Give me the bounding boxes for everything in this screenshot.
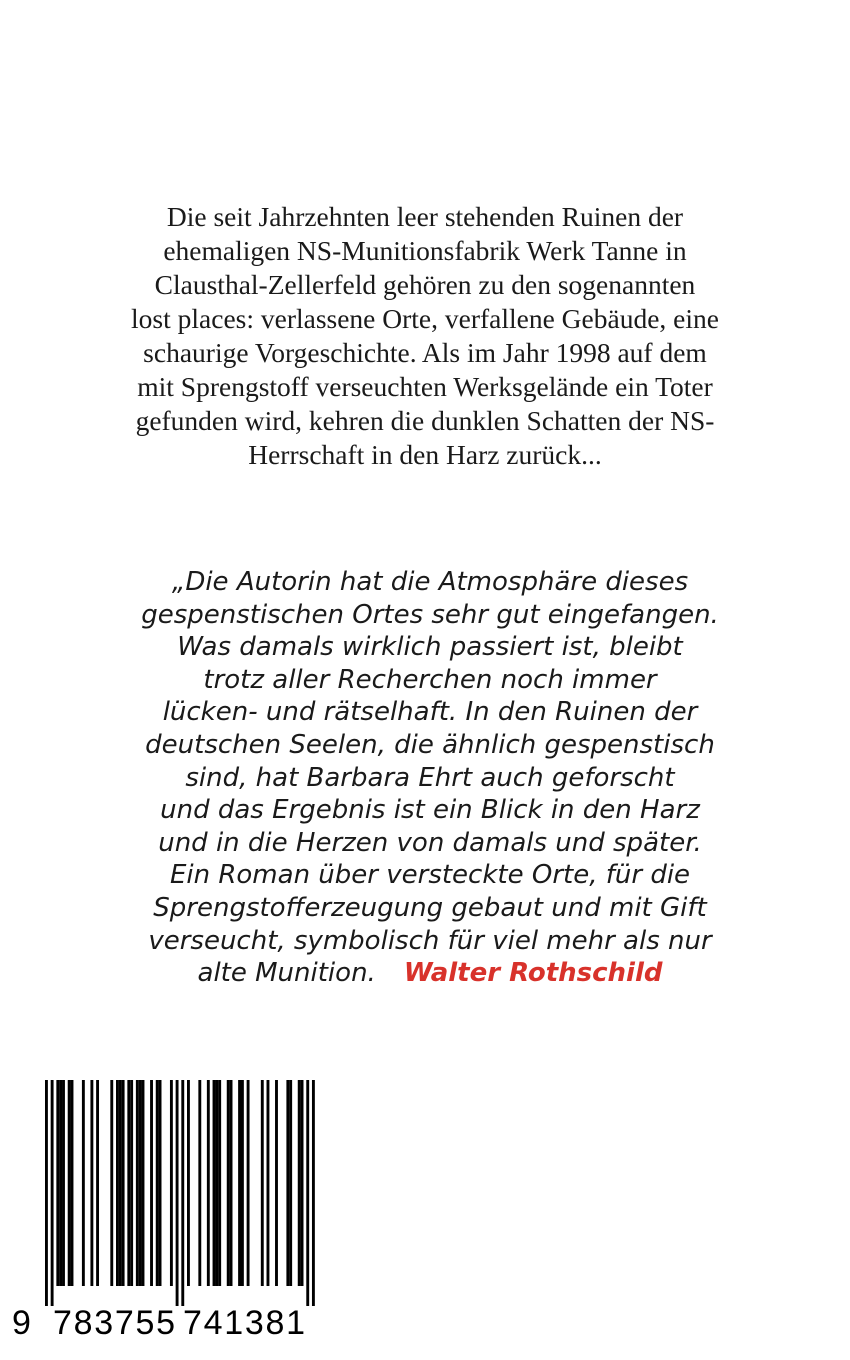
blurb-line: gefunden wird, kehren die dunklen Schatten der NS- [135, 405, 715, 436]
blurb-line: ehemaligen NS-Munitionsfabrik Werk Tanne in [163, 235, 687, 266]
barcode-bar [116, 1080, 119, 1286]
barcode-bar [59, 1080, 62, 1286]
barcode-bar [261, 1080, 264, 1286]
barcode-bar [68, 1080, 71, 1286]
barcode-bar [156, 1080, 159, 1286]
quote-line: Sprengstofferzeugung gebaut und mit Gift [153, 892, 707, 923]
quote-line: und in die Herzen von damals und später. [158, 827, 702, 858]
barcode-bar [227, 1080, 230, 1286]
barcode-bar [62, 1080, 65, 1286]
blurb-line: schaurige Vorgeschichte. Als im Jahr 1998 auf dem [143, 337, 707, 368]
barcode-bar [289, 1080, 292, 1286]
blurb-line: lost places: verlassene Orte, verfallene Gebäude, eine [131, 303, 719, 334]
quote-line: Ein Roman über versteckte Orte, für die [169, 860, 691, 891]
barcode-bar [119, 1080, 122, 1286]
barcode-bar [170, 1080, 173, 1286]
barcode-digits-right: 741381 [183, 1304, 305, 1340]
quote-line: deutschen Seelen, die ähnlich gespenstisch [145, 729, 715, 760]
barcode-guard-bar [181, 1080, 184, 1306]
blurb-line: mit Sprengstoff verseuchten Werksgelände ein Toter [137, 371, 713, 402]
barcode-bar [218, 1080, 221, 1286]
barcode-digits-left: 783755 [53, 1304, 175, 1340]
barcode-bar [286, 1080, 289, 1286]
barcode-bar [267, 1080, 270, 1286]
blurb-text [70, 200, 780, 472]
barcode-bar [213, 1080, 216, 1286]
barcode-bar [301, 1080, 304, 1286]
quote-last-text: alte Munition. [197, 958, 376, 989]
barcode-bar [241, 1080, 244, 1286]
blurb-line: Clausthal-Zellerfeld gehören zu den sogenannten [154, 269, 696, 300]
barcode-bar [139, 1080, 142, 1286]
barcode-bar [122, 1080, 125, 1286]
barcode-bar [90, 1080, 93, 1286]
barcode-bar [142, 1080, 145, 1286]
blurb-line: Herrschaft in den Harz zurück... [248, 439, 602, 470]
barcode-bar [198, 1080, 201, 1286]
barcode-bar [238, 1080, 241, 1286]
barcode-bar [56, 1080, 59, 1286]
quote-line: und das Ergebnis ist ein Blick in den Harz [160, 795, 700, 826]
barcode-guard-bar [312, 1080, 315, 1306]
barcode-guard-bar [176, 1080, 179, 1306]
quote-line: verseucht, symbolisch für viel mehr als nur [148, 925, 712, 956]
review-quote [90, 566, 770, 990]
barcode-bar [82, 1080, 85, 1286]
quote-line: Was damals wirklich passiert ist, bleibt [177, 632, 683, 663]
quote-line: sind, hat Barbara Ehrt auch geforscht [185, 762, 675, 793]
quote-line: trotz aller Recherchen noch immer [203, 664, 657, 695]
barcode-bar [230, 1080, 233, 1286]
barcode-bar [127, 1080, 130, 1286]
barcode-bar [215, 1080, 218, 1286]
barcode-guard-bar [306, 1080, 309, 1306]
barcode-bar [136, 1080, 139, 1286]
barcode-bar [130, 1080, 133, 1286]
barcode-digit-first: 9 [12, 1304, 31, 1340]
barcode-graphic [0, 1068, 340, 1340]
barcode-bar [298, 1080, 301, 1286]
barcode-guard-bar [45, 1080, 48, 1306]
isbn-barcode [0, 1068, 340, 1340]
barcode-bar [110, 1080, 113, 1286]
quote-line: gespenstischen Ortes sehr gut eingefangen. [141, 599, 719, 630]
barcode-bar [150, 1080, 153, 1286]
quote-line: „Die Autorin hat die Atmosphäre dieses [171, 567, 689, 597]
barcode-bar [187, 1080, 190, 1286]
barcode-bar [275, 1080, 278, 1286]
barcode-bar [96, 1080, 99, 1286]
barcode-bar [207, 1080, 210, 1286]
barcode-bar [247, 1080, 250, 1286]
blurb-line: Die seit Jahrzehnten leer stehenden Ruinen der [166, 201, 684, 232]
quote-last-line [90, 957, 770, 990]
barcode-bar [71, 1080, 74, 1286]
barcode-bar [159, 1080, 162, 1286]
quote-author: Walter Rothschild [403, 958, 663, 989]
barcode-guard-bar [51, 1080, 54, 1306]
quote-line: lücken- und rätselhaft. In den Ruinen der [162, 697, 698, 728]
